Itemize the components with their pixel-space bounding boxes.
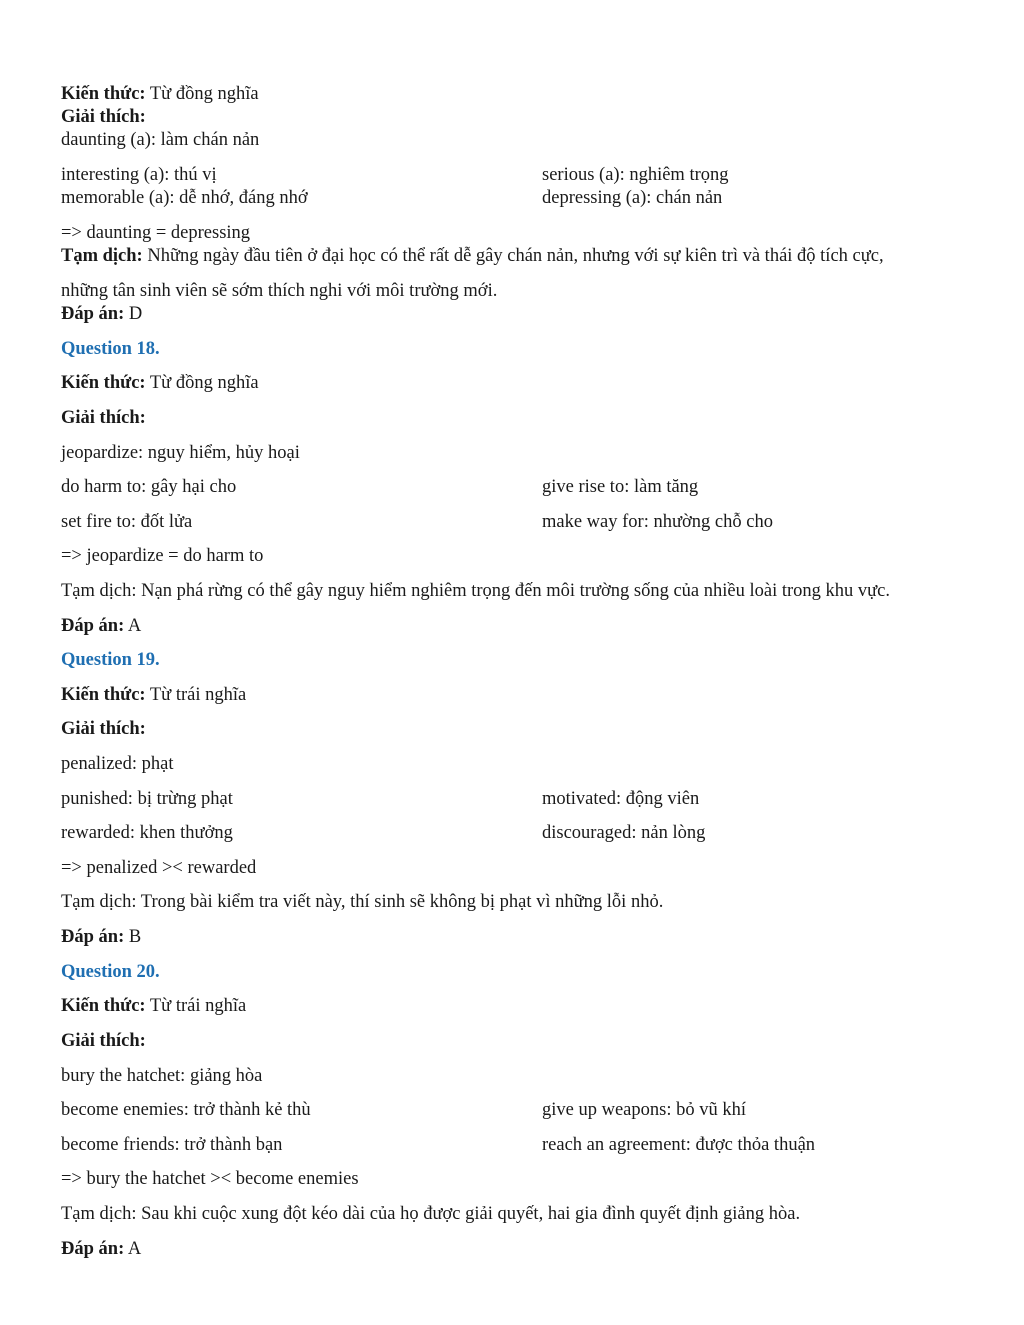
- label-tam-dich: Tạm dịch:: [61, 246, 143, 266]
- label-kien-thuc: Kiến thức:: [61, 685, 146, 705]
- q18-conclusion: => jeopardize = do harm to: [61, 546, 264, 566]
- label-kien-thuc: Kiến thức:: [61, 996, 146, 1016]
- q19-title: Question 19.: [61, 650, 160, 670]
- q18-title: Question 18.: [61, 339, 160, 359]
- q17-tam-dich: [61, 245, 884, 267]
- q20-title: Question 20.: [61, 962, 160, 982]
- q18-option-a: do harm to: gây hại cho: [61, 477, 237, 497]
- label-dap-an: Đáp án:: [61, 616, 125, 636]
- label-kien-thuc: Kiến thức:: [61, 84, 146, 104]
- label-dap-an: Đáp án:: [61, 304, 125, 324]
- q19-conclusion: => penalized >< rewarded: [61, 858, 257, 878]
- q18-dap-an: [61, 615, 141, 637]
- q19-tam-dich: Tạm dịch: Trong bài kiểm tra viết này, thí sinh sẽ không bị phạt vì những lỗi nhỏ.: [61, 892, 664, 912]
- q20-giai-thich-label: Giải thích:: [61, 1031, 146, 1051]
- q20-option-c: become friends: trở thành bạn: [61, 1135, 283, 1155]
- q17-tam-dich-line1: Những ngày đầu tiên ở đại học có thể rất dễ gây chán nản, nhưng với sự kiên trì và thái độ tích cực,: [147, 246, 884, 266]
- q20-answer: A: [127, 1239, 142, 1259]
- q17-dap-an: [61, 303, 142, 325]
- q17-option-c: memorable (a): dễ nhớ, đáng nhớ: [61, 188, 308, 208]
- q19-option-a: punished: bị trừng phạt: [61, 789, 233, 809]
- q20-option-b: give up weapons: bỏ vũ khí: [542, 1100, 746, 1120]
- q19-option-d: discouraged: nản lòng: [542, 823, 706, 843]
- q17-conclusion: => daunting = depressing: [61, 223, 251, 243]
- q20-kien-thuc: [61, 995, 246, 1017]
- q18-tam-dich: Tạm dịch: Nạn phá rừng có thể gây nguy hiểm nghiêm trọng đến môi trường sống của nhiều loài trong khu vực.: [61, 581, 891, 601]
- q19-option-b: motivated: động viên: [542, 789, 700, 809]
- q17-tam-dich-line2: những tân sinh viên sẽ sớm thích nghi với môi trường mới.: [61, 281, 498, 301]
- q18-giai-thich-label: Giải thích:: [61, 408, 146, 428]
- q19-answer: B: [128, 927, 142, 947]
- q19-dap-an: [61, 926, 141, 948]
- q17-option-d: depressing (a): chán nản: [542, 188, 723, 208]
- q17-target-word: daunting (a): làm chán nản: [61, 130, 260, 150]
- q17-kien-thuc: [61, 83, 259, 105]
- q17-option-b: serious (a): nghiêm trọng: [542, 165, 729, 185]
- q19-option-c: rewarded: khen thưởng: [61, 823, 233, 843]
- label-dap-an: Đáp án:: [61, 1239, 125, 1259]
- q20-dap-an: [61, 1238, 141, 1260]
- q20-tam-dich: Tạm dịch: Sau khi cuộc xung đột kéo dài của họ được giải quyết, hai gia đình quyết định giảng hòa.: [61, 1204, 801, 1224]
- q18-target-word: jeopardize: nguy hiểm, hủy hoại: [61, 443, 300, 463]
- q18-answer: A: [127, 616, 142, 636]
- label-dap-an: Đáp án:: [61, 927, 125, 947]
- q20-option-a: become enemies: trở thành kẻ thù: [61, 1100, 311, 1120]
- q18-option-c: set fire to: đốt lửa: [61, 512, 193, 532]
- q17-option-a: interesting (a): thú vị: [61, 165, 217, 185]
- q20-option-d: reach an agreement: được thỏa thuận: [542, 1135, 816, 1155]
- q18-option-d: make way for: nhường chỗ cho: [542, 512, 773, 532]
- q17-answer: D: [128, 304, 143, 324]
- q18-option-b: give rise to: làm tăng: [542, 477, 699, 497]
- q20-kien-thuc-value: Từ trái nghĩa: [149, 996, 247, 1016]
- q17-kien-thuc-value: Từ đồng nghĩa: [149, 84, 259, 104]
- q18-kien-thuc-value: Từ đồng nghĩa: [149, 373, 259, 393]
- q17-giai-thich-label: Giải thích:: [61, 107, 146, 127]
- q19-kien-thuc-value: Từ trái nghĩa: [149, 685, 247, 705]
- label-kien-thuc: Kiến thức:: [61, 373, 146, 393]
- q19-giai-thich-label: Giải thích:: [61, 719, 146, 739]
- q20-target-word: bury the hatchet: giảng hòa: [61, 1066, 263, 1086]
- q19-target-word: penalized: phạt: [61, 754, 174, 774]
- q20-conclusion: => bury the hatchet >< become enemies: [61, 1169, 359, 1189]
- q18-kien-thuc: [61, 372, 259, 394]
- q19-kien-thuc: [61, 684, 246, 706]
